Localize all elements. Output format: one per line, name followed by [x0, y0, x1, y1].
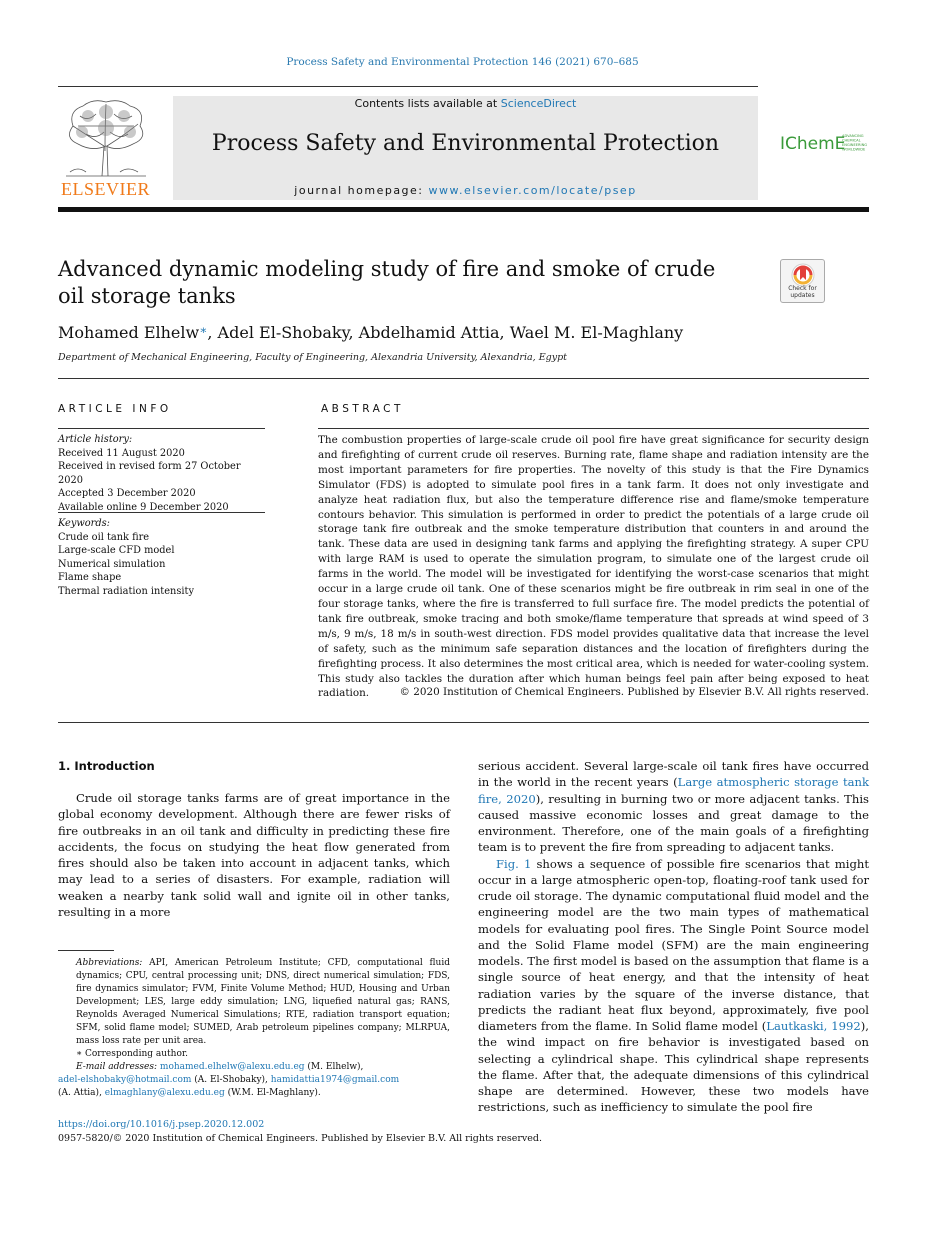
history-online: Available online 9 December 2020	[58, 501, 229, 513]
corresponding-author-note: ∗ Corresponding author.	[76, 1049, 189, 1059]
masthead-top-rule	[58, 86, 758, 87]
keyword-item: Crude oil tank fire	[58, 531, 150, 543]
email-link[interactable]: elmaghlany@alexu.edu.eg	[104, 1088, 225, 1098]
elsevier-tree-icon	[58, 96, 153, 178]
citation-link[interactable]: Lautkaski, 1992	[766, 1019, 861, 1033]
contents-line	[173, 97, 758, 110]
elsevier-tree-logo[interactable]	[58, 96, 153, 200]
contents-prefix: Contents lists available at	[354, 97, 501, 110]
journal-title[interactable]: Process Safety and Environmental Protection	[211, 131, 720, 156]
introduction-heading: 1. Introduction	[58, 759, 155, 773]
homepage-link[interactable]: www.elsevier.com/locate/psep	[428, 184, 637, 197]
homepage-prefix: journal homepage:	[294, 184, 429, 197]
email-footnote: E-mail addresses: mohamed.elhelw@alexu.edu.eg (M. Elhelw), adel-elshobaky@hotmail.com (A. El-Shobaky), hamidattia1974@gmail.com (A. Attia), elmaghlany@alexu.edu.eg (W.M. El-Maghlany).	[58, 1062, 400, 1098]
intro-paragraph: Fig. 1 shows a sequence of possible fire scenarios that might occur in a large atmospheric open-top, floating-roof tank used for crude oil storage. The dynamic computational fluid model and the engineering model are the two main types of mathematical models for evaluating pool fires. The Single Point Source model and the Solid Flame model (SFM) are the main engineering models. The first model is based on the assumption that flame is a single source of heat energy, and that the intensity of heat radiation varies by the square of the inverse distance, that predicts the radiant heat flux beyond, approximately, five pool diameters from the flame. In Solid flame model (Lautkaski, 1992), the wind impact on fire behavior is investigated based on selecting a cylindrical shape. This cylindrical shape represents the flame. After that, the adequate dimensions of this cylindrical shape are determined. However, these two models have restrictions, such as inefficiency to simulate the pool fire	[478, 856, 870, 1115]
crossmark-badge[interactable]	[780, 259, 825, 303]
keywords-label: Keywords:	[58, 518, 110, 529]
article-info-heading: ARTICLE INFO	[58, 403, 172, 415]
affiliation: Department of Mechanical Engineering, Faculty of Engineering, Alexandria University, Alexandria, Egypt	[58, 352, 567, 363]
crossmark-label: Check for updates	[788, 285, 817, 299]
footnotes	[58, 957, 450, 1100]
keyword-item: Large-scale CFD model	[58, 545, 175, 556]
journal-reference[interactable]: Process Safety and Environmental Protection 146 (2021) 670–685	[286, 56, 639, 68]
icheme-logo[interactable]	[780, 130, 872, 156]
intro-paragraph: Crude oil storage tanks farms are of great importance in the global economy development. Although there are fewer risks of fire outbreaks in an oil tank and difficulty in predicting these fire accidents, the focus on studying the heat flow generated from fires should also be taken into account in adjacent tanks, which may lead to a series of disasters. For example, radiation will weaken a nearby tank solid wall and ignite oil in other tanks, resulting in a more	[58, 791, 450, 919]
abstract-text: The combustion properties of large-scale crude oil pool fire have great significance for security design and firefighting of current crude oil reserves. Burning rate, flame shape and radiation intensity are the most important parameters for fire properties. The novelty of this study is that the Fire Dynamics Simulator (FDS) is adopted to simulate pool fires in a tank farm. It does not only investigate and analyze heat radiation flux, but also the temperature difference rise and flame/smoke temperature contours behavior. This simulation is performed in order to predict the potentials of a large crude oil storage tank fire outbreak and the smoke temperature distribution that counters in and around the tank. These data are used in designing tank farms and applying the firefighting strategy. A super CPU with large RAM is used to operate the simulation program, to simulate one of the largest crude oil farms in the world. The model will be investigated for identifying the worst-case scenarios that might occur in a large crude oil tank. One of these scenarios might be fire outbreak in rim seal in one of the four storage tanks, where the fire is transferred to full surface fire. The model predicts the potential of tank fire outbreak, smoke tracing and both smoke/flame temperature that spreads at wind speed of 3 m/s, 9 m/s, 18 m/s in south-west direction. FDS model provides qualitative data that increase the level of safety, such as the minimum safe separation distances and the location of firefighters during the firefighting process. It also determines the most critical area, which is needed for water-cooling system. This study also tackles the duration after which human beings feel pain after being exposed to heat radiation.	[318, 434, 869, 700]
author-first[interactable]: Mohamed Elhelw	[58, 323, 200, 342]
article-info-rule	[58, 428, 265, 429]
icheme-wordmark: IChemE	[780, 134, 846, 154]
abstract-copyright: © 2020 Institution of Chemical Engineers. Published by Elsevier B.V. All rights reserved.	[399, 686, 869, 698]
doi-link[interactable]: https://doi.org/10.1016/j.psep.2020.12.002	[58, 1119, 265, 1130]
svg-text:ADVANCING: ADVANCING	[842, 134, 864, 138]
body-column-left	[58, 790, 450, 920]
abstract-bottom-rule	[58, 722, 869, 723]
body-column-right	[478, 758, 869, 1116]
keywords-rule	[58, 512, 265, 513]
history-received: Received 11 August 2020	[58, 447, 185, 459]
history-accepted: Accepted 3 December 2020	[58, 488, 196, 499]
journal-homepage	[173, 184, 758, 197]
keyword-item: Numerical simulation	[58, 558, 166, 570]
abbreviations-footnote: Abbreviations: API, American Petroleum Institute; CFD, computational fluid dynamics; CPU, central processing unit; DNS, direct numerical simulation; FDS, fire dynamics simulator; FVM, Finite Volume Method; HUD, Housing and Urban Development; LES, large eddy simulation; LNG, liquefied natural gas; RANS, Reynolds Averaged Numerical Simulations; RTE, radiation transport equation; SFM, solid flame model; SUMED, Arab petroleum pipelines company; MLRPUA, mass loss rate per unit area.	[76, 958, 450, 1046]
icheme-icon	[780, 130, 872, 156]
author-list	[58, 323, 869, 342]
svg-text:WORLDWIDE: WORLDWIDE	[842, 147, 866, 152]
history-label: Article history:	[58, 434, 133, 445]
keyword-item: Flame shape	[58, 572, 122, 583]
intro-paragraph-continued: serious accident. Several large-scale oil tank fires have occurred in the world in the recent years (Large atmospheric storage tank fire, 2020), resulting in burning two or more adjacent tanks. This caused massive economic losses and great damage to the environment. Therefore, one of the main goals of a firefighting team is to prevent the fire from spreading to adjacent tanks.	[478, 759, 870, 855]
email-link[interactable]: adel-elshobaky@hotmail.com	[58, 1075, 192, 1085]
section-rule	[58, 378, 869, 379]
history-revised: Received in revised form 27 October 2020	[58, 461, 241, 486]
email-link[interactable]: mohamed.elhelw@alexu.edu.eg	[159, 1062, 305, 1072]
issn-copyright: 0957-5820/© 2020 Institution of Chemical Engineers. Published by Elsevier B.V. All rights reserved.	[58, 1133, 542, 1144]
keywords	[58, 517, 265, 598]
svg-text:ENGINEERING: ENGINEERING	[842, 143, 868, 147]
figure-link[interactable]: Fig. 1	[496, 856, 532, 871]
article-title: Advanced dynamic modeling study of fire and smoke of crude oil storage tanks	[58, 257, 716, 308]
corresponding-author-marker[interactable]: ∗	[199, 323, 208, 337]
abstract-heading: ABSTRACT	[321, 403, 404, 415]
sciencedirect-link[interactable]: ScienceDirect	[500, 97, 577, 110]
author-rest[interactable]: , Adel El-Shobaky, Abdelhamid Attia, Wael M. El-Maghlany	[207, 323, 684, 342]
masthead-bottom-rule	[58, 207, 869, 212]
elsevier-wordmark: ELSEVIER	[61, 179, 150, 199]
keyword-item: Thermal radiation intensity	[58, 585, 194, 597]
article-history	[58, 433, 265, 514]
svg-text:CHEMICAL: CHEMICAL	[842, 138, 861, 143]
citation-link[interactable]: Large atmospheric storage tank fire, 2020	[478, 775, 870, 806]
email-link[interactable]: hamidattia1974@gmail.com	[270, 1075, 400, 1085]
footnote-rule	[58, 950, 114, 951]
abstract-rule	[318, 428, 869, 429]
